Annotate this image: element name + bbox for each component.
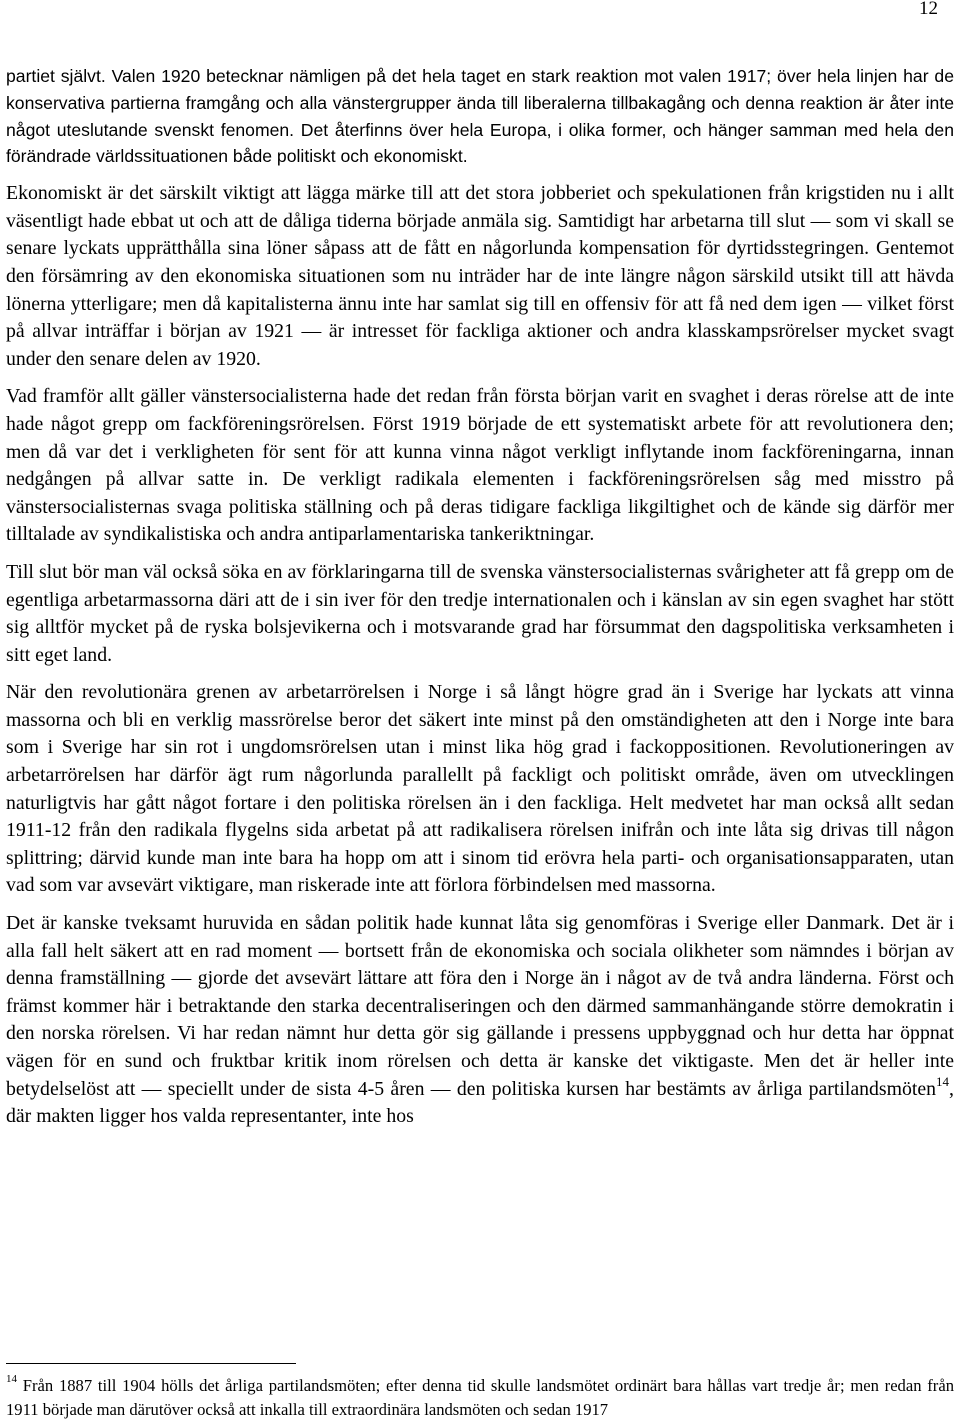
page-number: 12 [919, 0, 938, 19]
paragraph-2: Ekonomiskt är det särskilt viktigt att lägga märke till att det stora jobberiet och spekulationen från krigstiden nu i allt väsentligt hade ebbat ut och att de dåliga tiderna började anmäla sig. Samtidigt har arbetarna till slut — som vi skall se senare lyckats upprätthålla sina löner såpass att de fått en någorlunda kompensation för dyrtidsstegringen. Gentemot den försämring av den ekonomiska situationen som nu inträder har de inte längre någon särskild utsikt till att hävda lönerna ytterligare; men då kapitalisterna ännu inte har samlat sig till en offensiv för att få ned dem igen — vilket först på allvar inträffar i början av 1921 — är intresset för fackliga aktioner och andra klasskampsrörelser mycket svagt under den senare delen av 1920. [6, 182, 954, 370]
paragraph-6-text: Det är kanske tveksamt huruvida en sådan politik hade kunnat låta sig genomföras i Sverige eller Danmark. Det är i alla fall helt säkert att en rad moment — bortsett från de ekonomiska och sociala olikheter som nämndes i början av denna framställning — gjorde det avsevärt lättare att föra den i Norge än i något av de två andra länderna. Först och främst kommer här i betraktande den starka decentraliseringen och den därmed sammanhängande större demokratin i den norska rörelsen. Vi har redan nämnt hur detta gör sig gällande i pressens uppbyggnad och hur detta har öppnat vägen för en sund och fruktbar kritik inom rörelsen och detta är kanske det viktigaste. Men det är heller inte betydelselöst att — speciellt under de sista 4-5 åren — den politiska kursen har bestämts av årliga partilandsmöten [6, 912, 954, 1100]
paragraph-5: När den revolutionära grenen av arbetarrörelsen i Norge i så långt högre grad än i Sverige har lyckats att vinna massorna och bli en verklig massrörelse beror det säkert inte minst på den omständigheten att den i Norge inte bara som i Sverige har sin rot i ungdomsrörelsen utan i minst lika hög grad i fackoppositionen. Revolutioneringen av arbetarrörelsen har därför ägt rum någorlunda parallellt på fackligt och politiskt område, även om utvecklingen naturligtvis har gått något fortare i den politiska rörelsen än i den fackliga. Helt medvetet har man också allt sedan 1911-12 från den radikala flygelns sida arbetat på att radikalisera rörelsen inifrån och inte låta sig drivas till någon splittring; därvid kunde man inte bara ha hopp om att i sinom tid erövra hela parti- och organisationsapparaten, utan vad som var avsevärt viktigare, man riskerade inte att förlora förbindelsen med massorna. [6, 681, 954, 897]
footnote-number: 14 [6, 1373, 17, 1386]
paragraph-6 [6, 910, 954, 1131]
footnote-divider [6, 1363, 296, 1364]
footnote-reference[interactable]: 14 [936, 1074, 950, 1089]
paragraph-3: Vad framför allt gäller vänstersocialisterna hade det redan från första början varit en svaghet i deras rörelse att de inte hade något grepp om fackföreningsrörelsen. Först 1919 började de ett systematiskt arbete för att revolutionera den; men då var det i verkligheten för sent för att kunna vinna något verkligt inflytande inom fackföreningarna, innan nedgången på allvar satte in. De verkligt radikala elementen i fackföreningsrörelsen såg med misstro på vänstersocialisternas svaga politiska ställning och på deras tidigare fackliga likgiltighet och de kände sig därför mer tilltalade av syndikalistiska och andra antiparlamentariska tankeriktningar. [6, 385, 954, 546]
paragraph-1: partiet självt. Valen 1920 betecknar nämligen på det hela taget en stark reaktion mot valen 1917; över hela linjen har de konservativa partierna framgång och alla vänstergrupper ända till liberalerna tillbakagång och denna reaktion är åter inte något uteslutande svenskt fenomen. Det återfinns över hela Europa, i olika former, och hänger samman med hela den förändrade världssituationen både politiskt och ekonomiskt. [6, 66, 954, 167]
paragraph-6-text-after: , där makten ligger hos valda representanter, inte hos [6, 1077, 954, 1128]
page-body [6, 63, 954, 1131]
footnote-text: Från 1887 till 1904 hölls det årliga partilandsmöten; efter denna tid skulle landsmötet ordinärt bara hållas vart tredje år; men redan från 1911 började man därutöver också att inkalla till extraordinära landsmöten och sedan 1917 [6, 1376, 954, 1419]
footnote [6, 1374, 954, 1422]
paragraph-4: Till slut bör man väl också söka en av förklaringarna till de svenska vänstersocialisternas svårigheter att få grepp om de egentliga arbetarmassorna däri att de i sin iver för den tredje internationalen och i känslan av sin egen svaghet har stött sig alltför mycket på de ryska bolsjevikerna och i motsvarande grad har försummat den dagspolitiska verksamheten i sitt eget land. [6, 560, 954, 666]
